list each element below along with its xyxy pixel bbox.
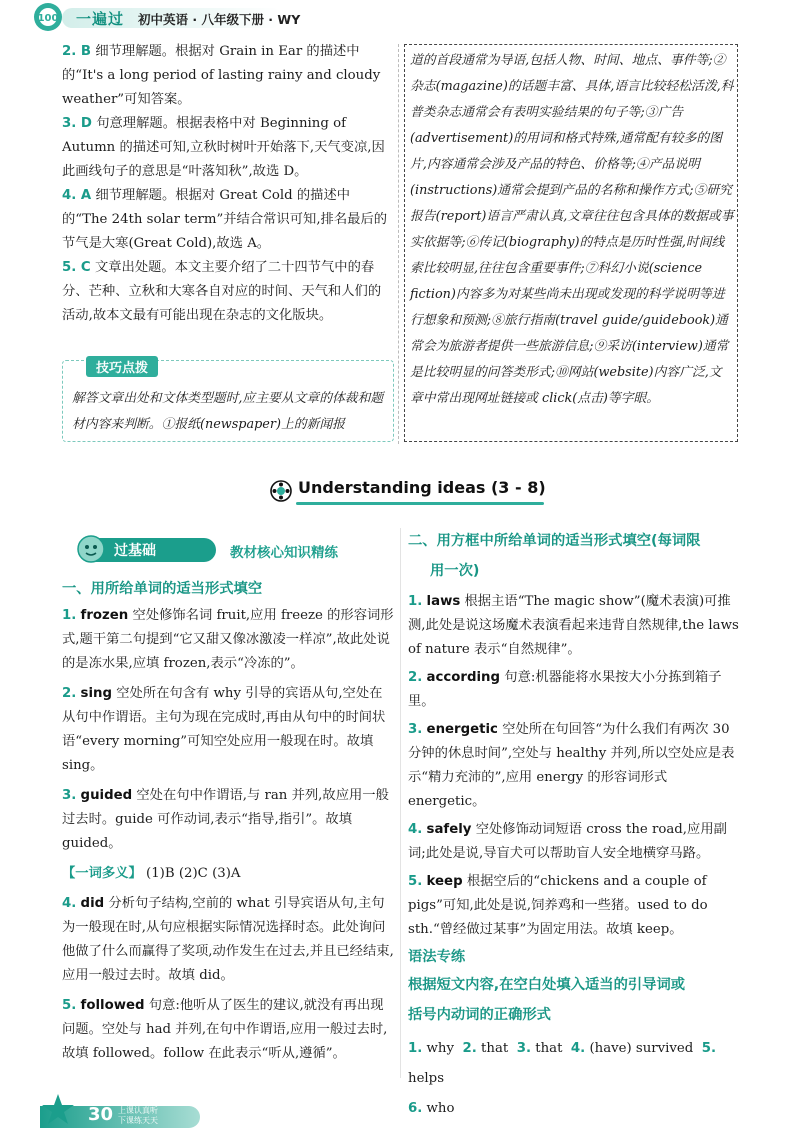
grammar-heading: 语法专练 — [408, 949, 466, 965]
answer-item — [62, 40, 394, 112]
answer-word: according — [426, 670, 501, 685]
answer-word: energetic — [426, 722, 498, 737]
answer-number: 4. A — [62, 188, 92, 203]
answer-explanation: 句意理解题。根据表格中对 Beginning of Autumn 的描述可知,立秋时树叶开始落下,天气变凉,因此画线句子的意思是“叶落知秋”,故选 D。 — [62, 116, 385, 179]
footer-logo-icon — [40, 1092, 76, 1128]
section-heading: Understanding ideas (3 - 8) — [298, 478, 546, 497]
section-title — [270, 476, 546, 504]
grammar-instruction — [408, 970, 742, 1030]
section-underline — [296, 502, 544, 505]
part2-heading-line: 二、用方框中所给单词的适当形式填空(每词限 — [408, 533, 701, 549]
page-footer — [0, 1092, 800, 1130]
mascot-icon — [74, 534, 108, 564]
grammar-answer — [462, 1041, 508, 1056]
answer-item — [62, 604, 394, 676]
answer-item — [408, 818, 742, 866]
answer-number: 5. — [701, 1041, 717, 1056]
column-divider — [400, 528, 401, 1078]
answer-number: 2. — [462, 1041, 477, 1056]
answer-word: frozen — [80, 608, 129, 623]
answer-word: laws — [426, 594, 461, 609]
part2-heading — [408, 526, 742, 586]
answer-number: 4. — [570, 1041, 586, 1056]
answer-explanation: 空处修饰动词短语 cross the road,应用副词;此处是说,导盲犬可以帮助盲人安全地横穿马路。 — [408, 822, 727, 861]
answer-number: 1. — [62, 608, 77, 623]
multi-meaning-answers: (1)B (2)C (3)A — [146, 866, 241, 881]
brand-name: 一遍过 — [76, 10, 125, 28]
tip-label: 技巧点拨 — [86, 356, 158, 377]
answer-explanation: 句意:机器能将水果按大小分拣到箱子里。 — [408, 670, 722, 709]
answer-explanation: 细节理解题。根据对 Great Cold 的描述中的“The 24th solar term”并结合常识可知,排名最后的节气是大寒(Great Cold),故选 A。 — [62, 188, 388, 251]
answer-word: followed — [80, 998, 145, 1013]
answer-explanation: 根据主语“The magic show”(魔术表演)可推测,此处是说这场魔术表演看起来违背自然规律,the laws of nature 表示“自然规律”。 — [408, 594, 739, 657]
answer-number: 3. D — [62, 116, 92, 131]
brand-logo-icon — [26, 0, 70, 34]
answer-explanation: 句意:他听从了医生的建议,就没有再出现问题。空处与 had 并列,在句中作谓语,应用一般过去时,故填 followed。follow 在此表示“听从,遵循”。 — [62, 998, 388, 1061]
answer-explanation: 细节理解题。根据对 Grain in Ear 的描述中的“It's a long period of lasting rainy and cloudy weather”可知答案。 — [62, 44, 381, 107]
answer-word: keep — [426, 874, 463, 889]
tip-text: 解答文章出处和文体类型题时,应主要从文章的体裁和题材内容来判断。①报纸(newspaper)上的新闻报 — [72, 391, 384, 432]
answer-word: did — [80, 896, 105, 911]
answer-number: 5. — [62, 998, 77, 1013]
base-section-header — [62, 536, 392, 564]
answer-item — [62, 682, 394, 778]
answer-item — [62, 784, 394, 856]
answer-number: 5. — [408, 874, 423, 889]
answer-item — [62, 184, 394, 256]
answer-explanation: 空处修饰名词 fruit,应用 freeze 的形容词形式,题干第二句提到“它又甜又像冰激凌一样凉”,故此处说的是冻水果,应填 frozen,表示“冷冻的”。 — [62, 608, 394, 671]
answer-explanation: 文章出处题。本文主要介绍了二十四节气中的春分、芒种、立秋和大寒各自对应的时间、天气和人们的活动,故本文最有可能出现在杂志的文化版块。 — [62, 260, 382, 323]
answer-number: 1. — [408, 594, 423, 609]
grammar-instruction-line: 根据短文内容,在空白处填入适当的引导词或 — [408, 977, 686, 993]
answer-number: 3. — [62, 788, 77, 803]
base-description: 教材核心知识精练 — [230, 545, 338, 561]
answer-number: 4. — [408, 822, 423, 837]
footer-slogan: 上课认真听 下课练天天 — [118, 1106, 158, 1125]
answer-explanation: 空处所在句含有 why 引导的宾语从句,空处在从句中作谓语。主句为现在完成时,再由从句中的时间状语“every morning”可知空处应用一般现在时。故填 sing。 — [62, 686, 386, 773]
answer-item — [408, 718, 742, 814]
answer-number: 2. B — [62, 44, 92, 59]
answer-number: 1. — [408, 1041, 423, 1056]
answer-number: 2. — [408, 670, 423, 685]
answer-item — [408, 666, 742, 714]
answer-word: sing — [80, 686, 113, 701]
base-badge-label: 过基础 — [114, 543, 156, 559]
answer-number: 3. — [516, 1041, 531, 1056]
part1-answers — [62, 604, 394, 1066]
answer-word: that — [535, 1041, 563, 1056]
multi-meaning-item — [62, 862, 394, 886]
answer-word: who — [426, 1101, 455, 1116]
part2-answers — [408, 590, 742, 1124]
answer-word: that — [481, 1041, 509, 1056]
answer-item — [62, 112, 394, 184]
flower-icon — [270, 480, 292, 502]
answer-item — [408, 870, 742, 942]
grammar-answer — [408, 1041, 454, 1056]
answer-number: 5. C — [62, 260, 91, 275]
answer-number: 4. — [62, 896, 77, 911]
answer-item — [408, 590, 742, 662]
answer-number: 3. — [408, 722, 423, 737]
multi-meaning-label: 【一词多义】 — [62, 866, 142, 881]
answer-number: 6. — [408, 1101, 423, 1116]
answer-item — [62, 256, 394, 328]
page-header — [0, 0, 800, 36]
answer-word: (have) survived — [589, 1041, 694, 1056]
continued-tip-text: 道的首段通常为导语,包括人物、时间、地点、事件等;②杂志(magazine)的话题丰富、具体,语言比较轻松活泼,科普类杂志通常会有表明实验结果的句子等;③广告(advertisement)的用词和格式特殊,通常配有较多的图片,内容通常会涉及产品的特色、价格等;④产品说明(instructions)通常会提到产品的名称和操作方式;⑤研究报告(report)语言严肃认真,文章往往包含具体的数据或事实依据等;⑥传记(biography)的特点是历时性强,时间线索比较明显,往往包含重要事件;⑦科幻小说(science fiction)内容多为对某些尚未出现或发现的科学说明等进行想象和预测;⑧旅行指南(travel guide/guidebook)通常会为旅游者提供一些旅游信息;⑨采访(interview)通常是比较明显的问答类形式;⑩网站(website)内容广泛,文章中常出现网址链接或 click(点击)等字眼。 — [410, 53, 734, 406]
answer-word: guided — [80, 788, 133, 803]
column-divider — [398, 44, 399, 444]
part2-heading-line: 用一次) — [430, 563, 480, 579]
answer-explanation: 空处所在句回答“为什么我们有两次 30 分钟的休息时间”,空处与 healthy 并列,所以空处应是表示“精力充沛的”,应用 energy 的形容词形式 energetic。 — [408, 722, 735, 809]
answer-explanation: 空处在句中作谓语,与 ran 并列,故应用一般过去时。guide 可作动词,表示“指导,指引”。故填 guided。 — [62, 788, 389, 851]
answer-word: helps — [408, 1071, 445, 1086]
grammar-answer — [517, 1041, 563, 1056]
book-subtitle: 初中英语 · 八年级下册 · WY — [138, 12, 301, 27]
grammar-answer — [571, 1041, 693, 1056]
svg-text:100: 100 — [37, 13, 59, 24]
answer-explanation: 根据空后的“chickens and a couple of pigs”可知,此处是说,饲养鸡和一些猪。used to do sth.“曾经做过某事”为固定用法。故填 keep。 — [408, 874, 708, 937]
answer-explanation: 分析句子结构,空前的 what 引导宾语从句,主句为一般现在时,从句应根据实际情况选择时态。此处询问他做了什么而赢得了奖项,动作发生在过去,并且已经结束,应用一般过去时。故填 did。 — [62, 896, 394, 983]
answer-item — [62, 994, 394, 1066]
answer-number: 2. — [62, 686, 77, 701]
page-number: 30 — [88, 1104, 114, 1125]
grammar-instruction-line: 括号内动词的正确形式 — [408, 1007, 551, 1023]
answer-word: why — [426, 1041, 455, 1056]
answer-word: safely — [426, 822, 472, 837]
top-left-answers — [62, 40, 394, 328]
answer-item — [62, 892, 394, 988]
part1-heading: 一、用所给单词的适当形式填空 — [62, 581, 263, 597]
